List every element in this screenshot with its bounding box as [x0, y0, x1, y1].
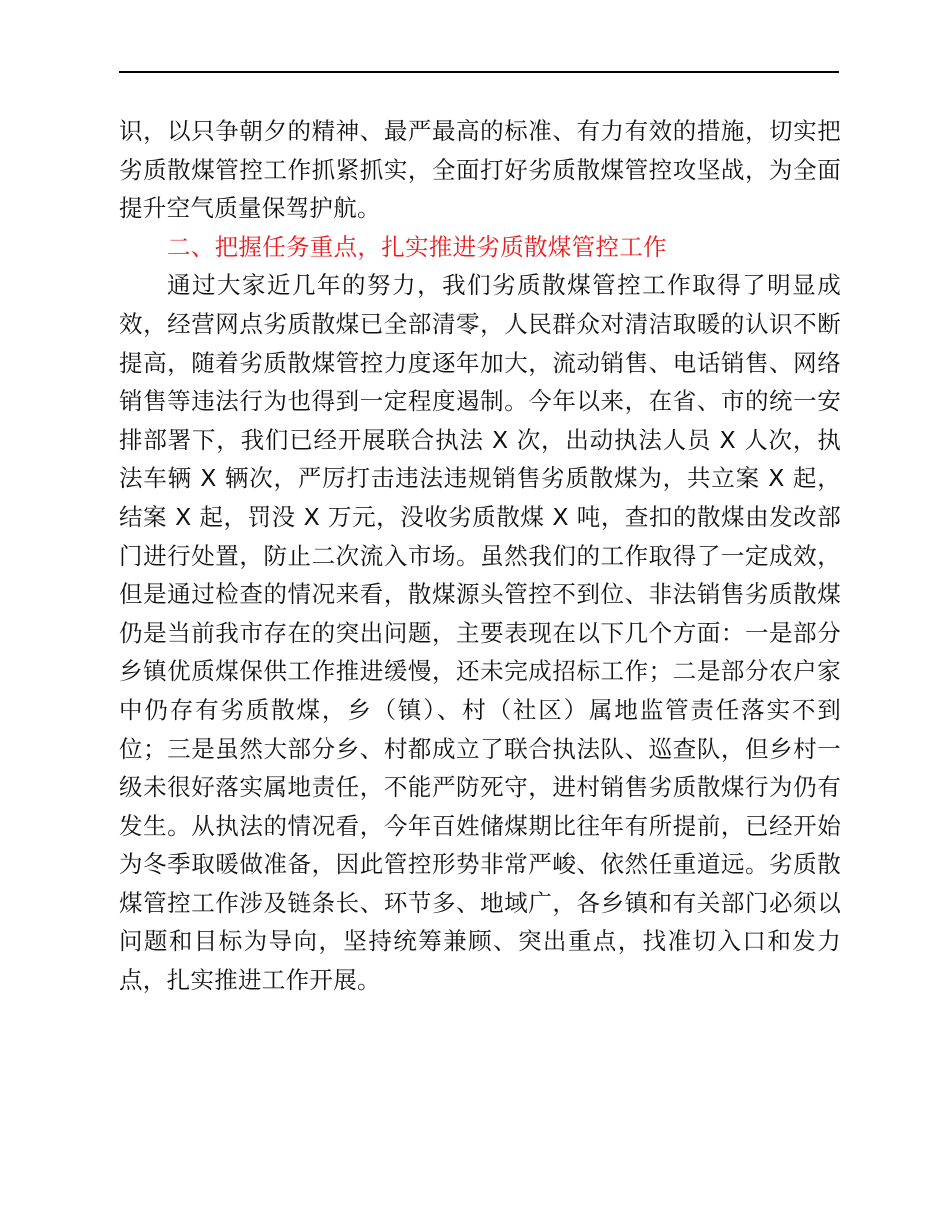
document-body — [119, 112, 841, 1000]
body-paragraph: 通过大家近几年的努力，我们劣质散煤管控工作取得了明显成效，经营网点劣质散煤已全部清零，人民群众对清洁取暖的认识不断提高，随着劣质散煤管控力度逐年加大，流动销售、电话销售、网络销售等违法行为也得到一定程度遏制。今年以来，在省、市的统一安排部署下，我们已经开展联合执法 X 次，出动执法人员 X 人次，执法车辆 X 辆次，严厉打击违法违规销售劣质散煤为，共立案 X 起，结案 X 起，罚没 X 万元，没收劣质散煤 X 吨，查扣的散煤由发改部门进行处置，防止二次流入市场。虽然我们的工作取得了一定成效，但是通过检查的情况来看，散煤源头管控不到位、非法销售劣质散煤仍是当前我市存在的突出问题，主要表现在以下几个方面：一是部分乡镇优质煤保供工作推进缓慢，还未完成招标工作；二是部分农户家中仍存有劣质散煤，乡（镇）、村（社区）属地监管责任落实不到位；三是虽然大部分乡、村都成立了联合执法队、巡查队，但乡村一级未很好落实属地责任，不能严防死守，进村销售劣质散煤行为仍有发生。从执法的情况看，今年百姓储煤期比往年有所提前，已经开始为冬季取暖做准备，因此管控形势非常严峻、依然任重道远。劣质散煤管控工作涉及链条长、环节多、地域广，各乡镇和有关部门必须以问题和目标为导向，坚持统筹兼顾、突出重点，找准切入口和发力点，扎实推进工作开展。 — [119, 271, 841, 995]
section-heading: 二、把握任务重点，扎实推进劣质散煤管控工作 — [167, 232, 667, 261]
header-rule — [119, 71, 839, 73]
continuation-paragraph: 识，以只争朝夕的精神、最严最高的标准、有力有效的措施，切实把劣质散煤管控工作抓紧抓实，全面打好劣质散煤管控攻坚战，为全面提升空气质量保驾护航。 — [119, 117, 841, 223]
